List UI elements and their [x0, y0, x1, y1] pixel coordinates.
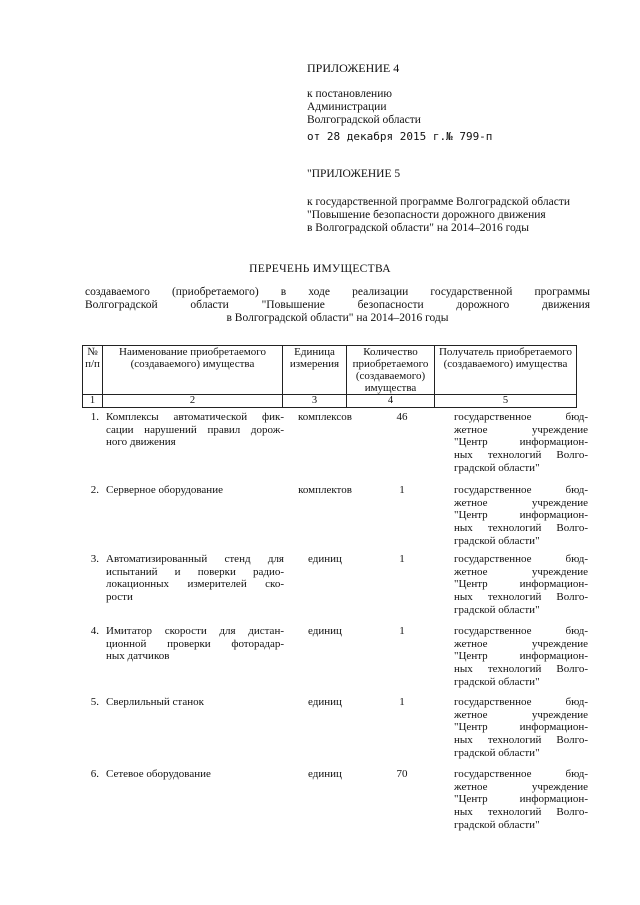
row-recipient-line: ных технологий Волго- — [454, 733, 588, 746]
row-recipient-line: ных технологий Волго- — [454, 662, 588, 675]
row-recipient-line: жетное учреждение — [454, 780, 588, 793]
row-recipient-line: градской области" — [454, 818, 540, 831]
row-recipient-line: жетное учреждение — [454, 565, 588, 578]
row-number: 3. — [90, 553, 99, 565]
property-table-header — [82, 345, 577, 408]
row-recipient-line: жетное учреждение — [454, 708, 588, 721]
row-unit: единиц — [308, 696, 342, 708]
program-line-1: к государственной программе Волгоградской области — [307, 196, 570, 208]
program-line-2: "Повышение безопасности дорожного движения — [307, 209, 546, 222]
resolution-line-2: Администрации — [307, 101, 387, 114]
resolution-line-1: к постановлению — [307, 88, 392, 100]
row-recipient-line: градской области" — [454, 675, 540, 688]
row-recipient — [454, 553, 588, 616]
row-recipient — [454, 484, 588, 547]
document-subtitle — [85, 286, 590, 326]
row-name-line: локационных измерителей ско- — [106, 578, 284, 591]
column-number-row — [83, 395, 577, 408]
row-recipient-line: "Центр информацион- — [454, 793, 588, 806]
row-recipient-line: ных технологий Волго- — [454, 805, 588, 818]
row-quantity: 46 — [396, 411, 408, 423]
row-name-line: сации нарушений правил дорож- — [106, 423, 284, 436]
row-name-line: рости — [106, 590, 133, 603]
row-recipient-line: ных технологий Волго- — [454, 590, 588, 603]
row-name — [106, 553, 284, 604]
row-quantity: 1 — [399, 484, 405, 496]
row-recipient-line: "Центр информацион- — [454, 509, 588, 522]
row-recipient-line: государственное бюд- — [454, 411, 588, 423]
row-quantity: 70 — [396, 768, 408, 780]
order-date-number: от 28 декабря 2015 г.№ 799-п — [307, 130, 493, 143]
column-number-4: 4 — [347, 395, 435, 408]
row-recipient-line: градской области" — [454, 534, 540, 547]
row-name — [106, 696, 284, 709]
row-recipient-line: "Центр информацион- — [454, 578, 588, 591]
subtitle-line-3: в Волгоградской области" на 2014–2016 годы — [226, 312, 449, 325]
row-number: 1. — [90, 411, 99, 423]
row-name-line: Сетевое оборудование — [106, 768, 211, 780]
header-block — [307, 62, 399, 76]
row-recipient-line: ных технологий Волго- — [454, 521, 588, 534]
header-cell-recipient: Получатель приобретаемого (создаваемого) имущества — [435, 346, 577, 395]
header-cell-name: Наименование приобретаемого (создаваемого) имущества — [103, 346, 283, 395]
column-number-1: 1 — [83, 395, 103, 408]
appendix-5-label: "ПРИЛОЖЕНИЕ 5 — [307, 168, 401, 180]
row-unit: комплектов — [298, 484, 352, 496]
row-recipient — [454, 411, 588, 474]
program-reference — [307, 196, 570, 236]
row-recipient-line: градской области" — [454, 461, 540, 474]
row-unit: комплексов — [298, 411, 352, 423]
row-recipient-line: государственное бюд- — [454, 696, 588, 708]
row-recipient-line: государственное бюд- — [454, 625, 588, 637]
header-cell-quantity: Количество приобретаемого (создаваемого) имущества — [347, 346, 435, 395]
row-name-line: Серверное оборудование — [106, 484, 223, 496]
row-unit: единиц — [308, 625, 342, 637]
header-cell-unit: Единица измерения — [283, 346, 347, 395]
row-quantity: 1 — [399, 696, 405, 708]
row-recipient-line: государственное бюд- — [454, 768, 588, 780]
row-quantity: 1 — [399, 625, 405, 637]
row-name — [106, 484, 284, 497]
header-cell-number: № п/п — [83, 346, 103, 395]
row-number: 4. — [90, 625, 99, 637]
row-recipient-line: государственное бюд- — [454, 553, 588, 565]
row-name-line: ного движения — [106, 436, 176, 449]
row-recipient-line: "Центр информацион- — [454, 721, 588, 734]
row-recipient-line: градской области" — [454, 603, 540, 616]
row-name-line: Сверлильный станок — [106, 696, 204, 708]
table-header-row — [83, 346, 577, 395]
row-name — [106, 768, 284, 781]
row-number: 5. — [90, 696, 99, 708]
row-recipient-line: государственное бюд- — [454, 484, 588, 496]
row-recipient-line: "Центр информацион- — [454, 650, 588, 663]
row-number: 2. — [90, 484, 99, 496]
row-name-line: Комплексы автоматической фик- — [106, 411, 284, 423]
row-name-line: Имитатор скорости для дистан- — [106, 625, 284, 637]
program-line-3: в Волгоградской области" на 2014–2016 годы — [307, 222, 529, 235]
row-name — [106, 411, 284, 449]
row-unit: единиц — [308, 768, 342, 780]
resolution-reference — [307, 88, 421, 128]
row-recipient-line: "Центр информацион- — [454, 436, 588, 449]
row-recipient-line: ных технологий Волго- — [454, 448, 588, 461]
row-number: 6. — [90, 768, 99, 780]
row-name — [106, 625, 284, 663]
row-name-line: ционной проверки фоторадар- — [106, 637, 284, 650]
row-recipient-line: жетное учреждение — [454, 423, 588, 436]
row-recipient — [454, 625, 588, 688]
appendix-4-label: ПРИЛОЖЕНИЕ 4 — [307, 61, 400, 75]
row-name-line: ных датчиков — [106, 650, 170, 663]
row-name-line: испытаний и поверки радио- — [106, 565, 284, 578]
row-recipient-line: жетное учреждение — [454, 637, 588, 650]
row-unit: единиц — [308, 553, 342, 565]
document-title: ПЕРЕЧЕНЬ ИМУЩЕСТВА — [249, 263, 391, 275]
row-recipient-line: жетное учреждение — [454, 496, 588, 509]
row-recipient-line: градской области" — [454, 746, 540, 759]
column-number-5: 5 — [435, 395, 577, 408]
subtitle-line-1: создаваемого (приобретаемого) в ходе реализации государственной программы — [85, 286, 590, 298]
subtitle-line-2: Волгоградской области "Повышение безопасности дорожного движения — [85, 299, 590, 312]
row-recipient — [454, 768, 588, 831]
resolution-line-3: Волгоградской области — [307, 114, 421, 127]
row-recipient — [454, 696, 588, 759]
row-quantity: 1 — [399, 553, 405, 565]
column-number-3: 3 — [283, 395, 347, 408]
column-number-2: 2 — [103, 395, 283, 408]
row-name-line: Автоматизированный стенд для — [106, 553, 284, 565]
